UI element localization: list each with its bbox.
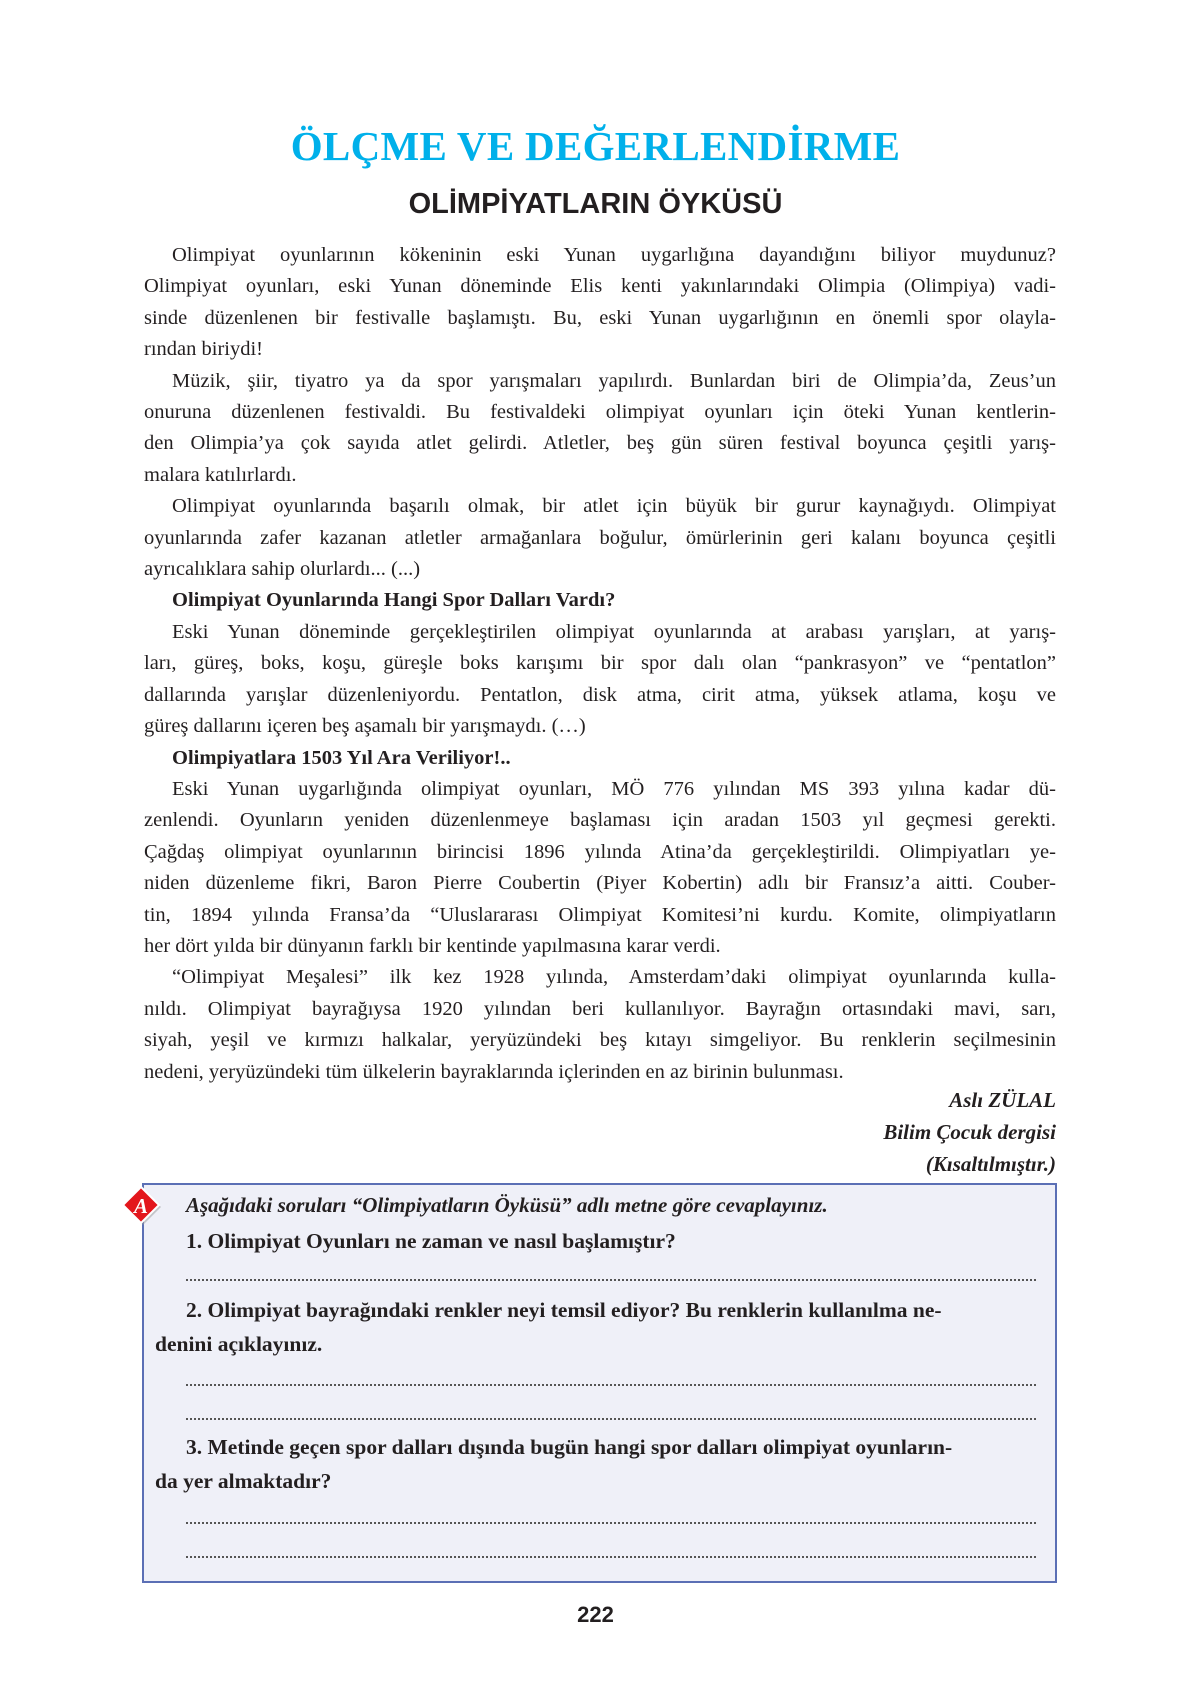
text-line: den Olimpia’ya çok sayıda atlet gelirdi. Atletler, beş gün süren festival boyunca çeşitli yarış- (144, 432, 1056, 455)
section-heading-1: Olimpiyat Oyunlarında Hangi Spor Dalları Vardı? (172, 589, 616, 612)
paragraph-2 (144, 366, 1056, 492)
page-number: 222 (577, 1602, 614, 1627)
text-line: oyunlarında zafer kazanan atletler armağanlara boğulur, ömürlerinin geri kalanı boyunca çeşitli (144, 526, 1056, 549)
text-line: nedeni, yeryüzündeki tüm ülkelerin bayraklarında içlerinden en az birinin bulunması. (144, 1060, 844, 1083)
text-line: “Olimpiyat Meşalesi” ilk kez 1928 yılında, Amsterdam’daki olimpiyat oyunlarında kulla- (172, 966, 1056, 989)
text-line: Olimpiyat oyunları, eski Yunan döneminde Elis kenti yakınlarındaki Olimpia (Olimpiya) vadi- (144, 275, 1056, 298)
exercise-box (142, 1183, 1057, 1583)
text-line: dallarında yarışlar düzenleniyordu. Pentatlon, disk atma, cirit atma, yüksek atlama, koşu ve (144, 683, 1056, 706)
paragraph-1 (144, 240, 1056, 366)
question-2-line-2: denini açıklayınız. (155, 1332, 323, 1356)
answer-line[interactable] (186, 1382, 1036, 1386)
text-line: Müzik, şiir, tiyatro ya da spor yarışmaları yapılırdı. Bunlardan biri de Olimpia’da, Zeus’un (172, 369, 1056, 392)
text-line: ları, güreş, boks, koşu, güreşle boks karışımı bir spor dalı olan “pankrasyon” ve “pentatlon” (144, 652, 1056, 675)
author-name: Aslı ZÜLAL (949, 1088, 1056, 1112)
text-line: Olimpiyat oyunlarında başarılı olmak, bir atlet için büyük bir gurur kaynağıydı. Olimpiyat (172, 495, 1056, 518)
text-line: Çağdaş olimpiyat oyunlarının birincisi 1896 yılında Atina’da gerçekleştirildi. Olimpiyatları ye- (144, 840, 1056, 863)
paragraph-3 (144, 491, 1056, 585)
badge-letter: A (133, 1194, 149, 1218)
page-title: ÖLÇME VE DEĞERLENDİRME (290, 123, 901, 169)
text-line: Eski Yunan uygarlığında olimpiyat oyunları, MÖ 776 yılından MS 393 yılına kadar dü- (172, 777, 1056, 800)
question-2-line-1: 2. Olimpiyat bayrağındaki renkler neyi temsil ediyor? Bu renklerin kullanılma ne- (186, 1298, 942, 1322)
text-line: malara katılırlardı. (144, 463, 297, 486)
abridged-note: (Kısaltılmıştır.) (925, 1152, 1056, 1176)
text-line: Eski Yunan döneminde gerçekleştirilen olimpiyat oyunlarında at arabası yarışları, at yarış- (172, 620, 1056, 643)
source-citation (700, 1084, 1056, 1180)
question-1: 1. Olimpiyat Oyunları ne zaman ve nasıl başlamıştır? (186, 1229, 676, 1253)
text-line: Olimpiyat oyunlarının kökeninin eski Yunan uygarlığına dayandığını biliyor muydunuz? (172, 244, 1056, 266)
exercise-instructions: Aşağıdaki soruları “Olimpiyatların Öyküsü” adlı metne göre cevaplayınız. (186, 1193, 828, 1217)
paragraph-4 (144, 617, 1056, 743)
text-line: rından biriydi! (144, 338, 263, 361)
text-line: ayrıcalıklara sahip olurlardı... (...) (144, 558, 421, 581)
article-body (144, 240, 1056, 1088)
paragraph-6 (144, 962, 1056, 1088)
text-line: siyah, yeşil ve kırmızı halkalar, yeryüzündeki beş kıtayı simgeliyor. Bu renklerin seçilmesinin (144, 1029, 1056, 1052)
text-line: her dört yılda bir dünyanın farklı bir kentinde yapılmasına karar verdi. (144, 934, 721, 957)
text-line: güreş dallarını içeren beş aşamalı bir yarışmaydı. (…) (144, 715, 586, 738)
answer-line[interactable] (186, 1277, 1036, 1281)
answer-line[interactable] (186, 1554, 1036, 1558)
question-3-line-2: da yer almaktadır? (155, 1469, 332, 1493)
text-line: tin, 1894 yılında Fransa’da “Uluslararası Olimpiyat Komitesi’ni kurdu. Komite, olimpiyatların (144, 903, 1056, 926)
answer-line[interactable] (186, 1520, 1036, 1524)
text-line: zenlendi. Oyunların yeniden düzenlenmeye başlaması için aradan 1503 yıl geçmesi gerekti. (144, 809, 1056, 832)
section-heading-2: Olimpiyatlara 1503 Yıl Ara Veriliyor!.. (172, 746, 511, 769)
section-a-badge-icon (120, 1186, 162, 1228)
answer-line[interactable] (186, 1416, 1036, 1420)
article-title: OLİMPİYATLARIN ÖYKÜSÜ (408, 188, 783, 220)
text-line: sinde düzenlenen bir festivalle başlamıştı. Bu, eski Yunan uygarlığının en önemli spor olayla- (144, 306, 1056, 329)
text-line: onuruna düzenlenen festivaldi. Bu festivaldeki olimpiyat oyunları için öteki Yunan kentlerin- (144, 401, 1056, 424)
question-3-line-1: 3. Metinde geçen spor dalları dışında bugün hangi spor dalları olimpiyat oyunların- (186, 1435, 953, 1459)
text-line: niden düzenleme fikri, Baron Pierre Coubertin (Piyer Kobertin) adlı bir Fransız’a aitti. Couber- (144, 872, 1056, 895)
publication-name: Bilim Çocuk dergisi (883, 1120, 1056, 1144)
text-line: nıldı. Olimpiyat bayrağıysa 1920 yılından beri kullanılıyor. Bayrağın ortasındaki mavi, sarı, (144, 997, 1056, 1020)
paragraph-5 (144, 774, 1056, 962)
